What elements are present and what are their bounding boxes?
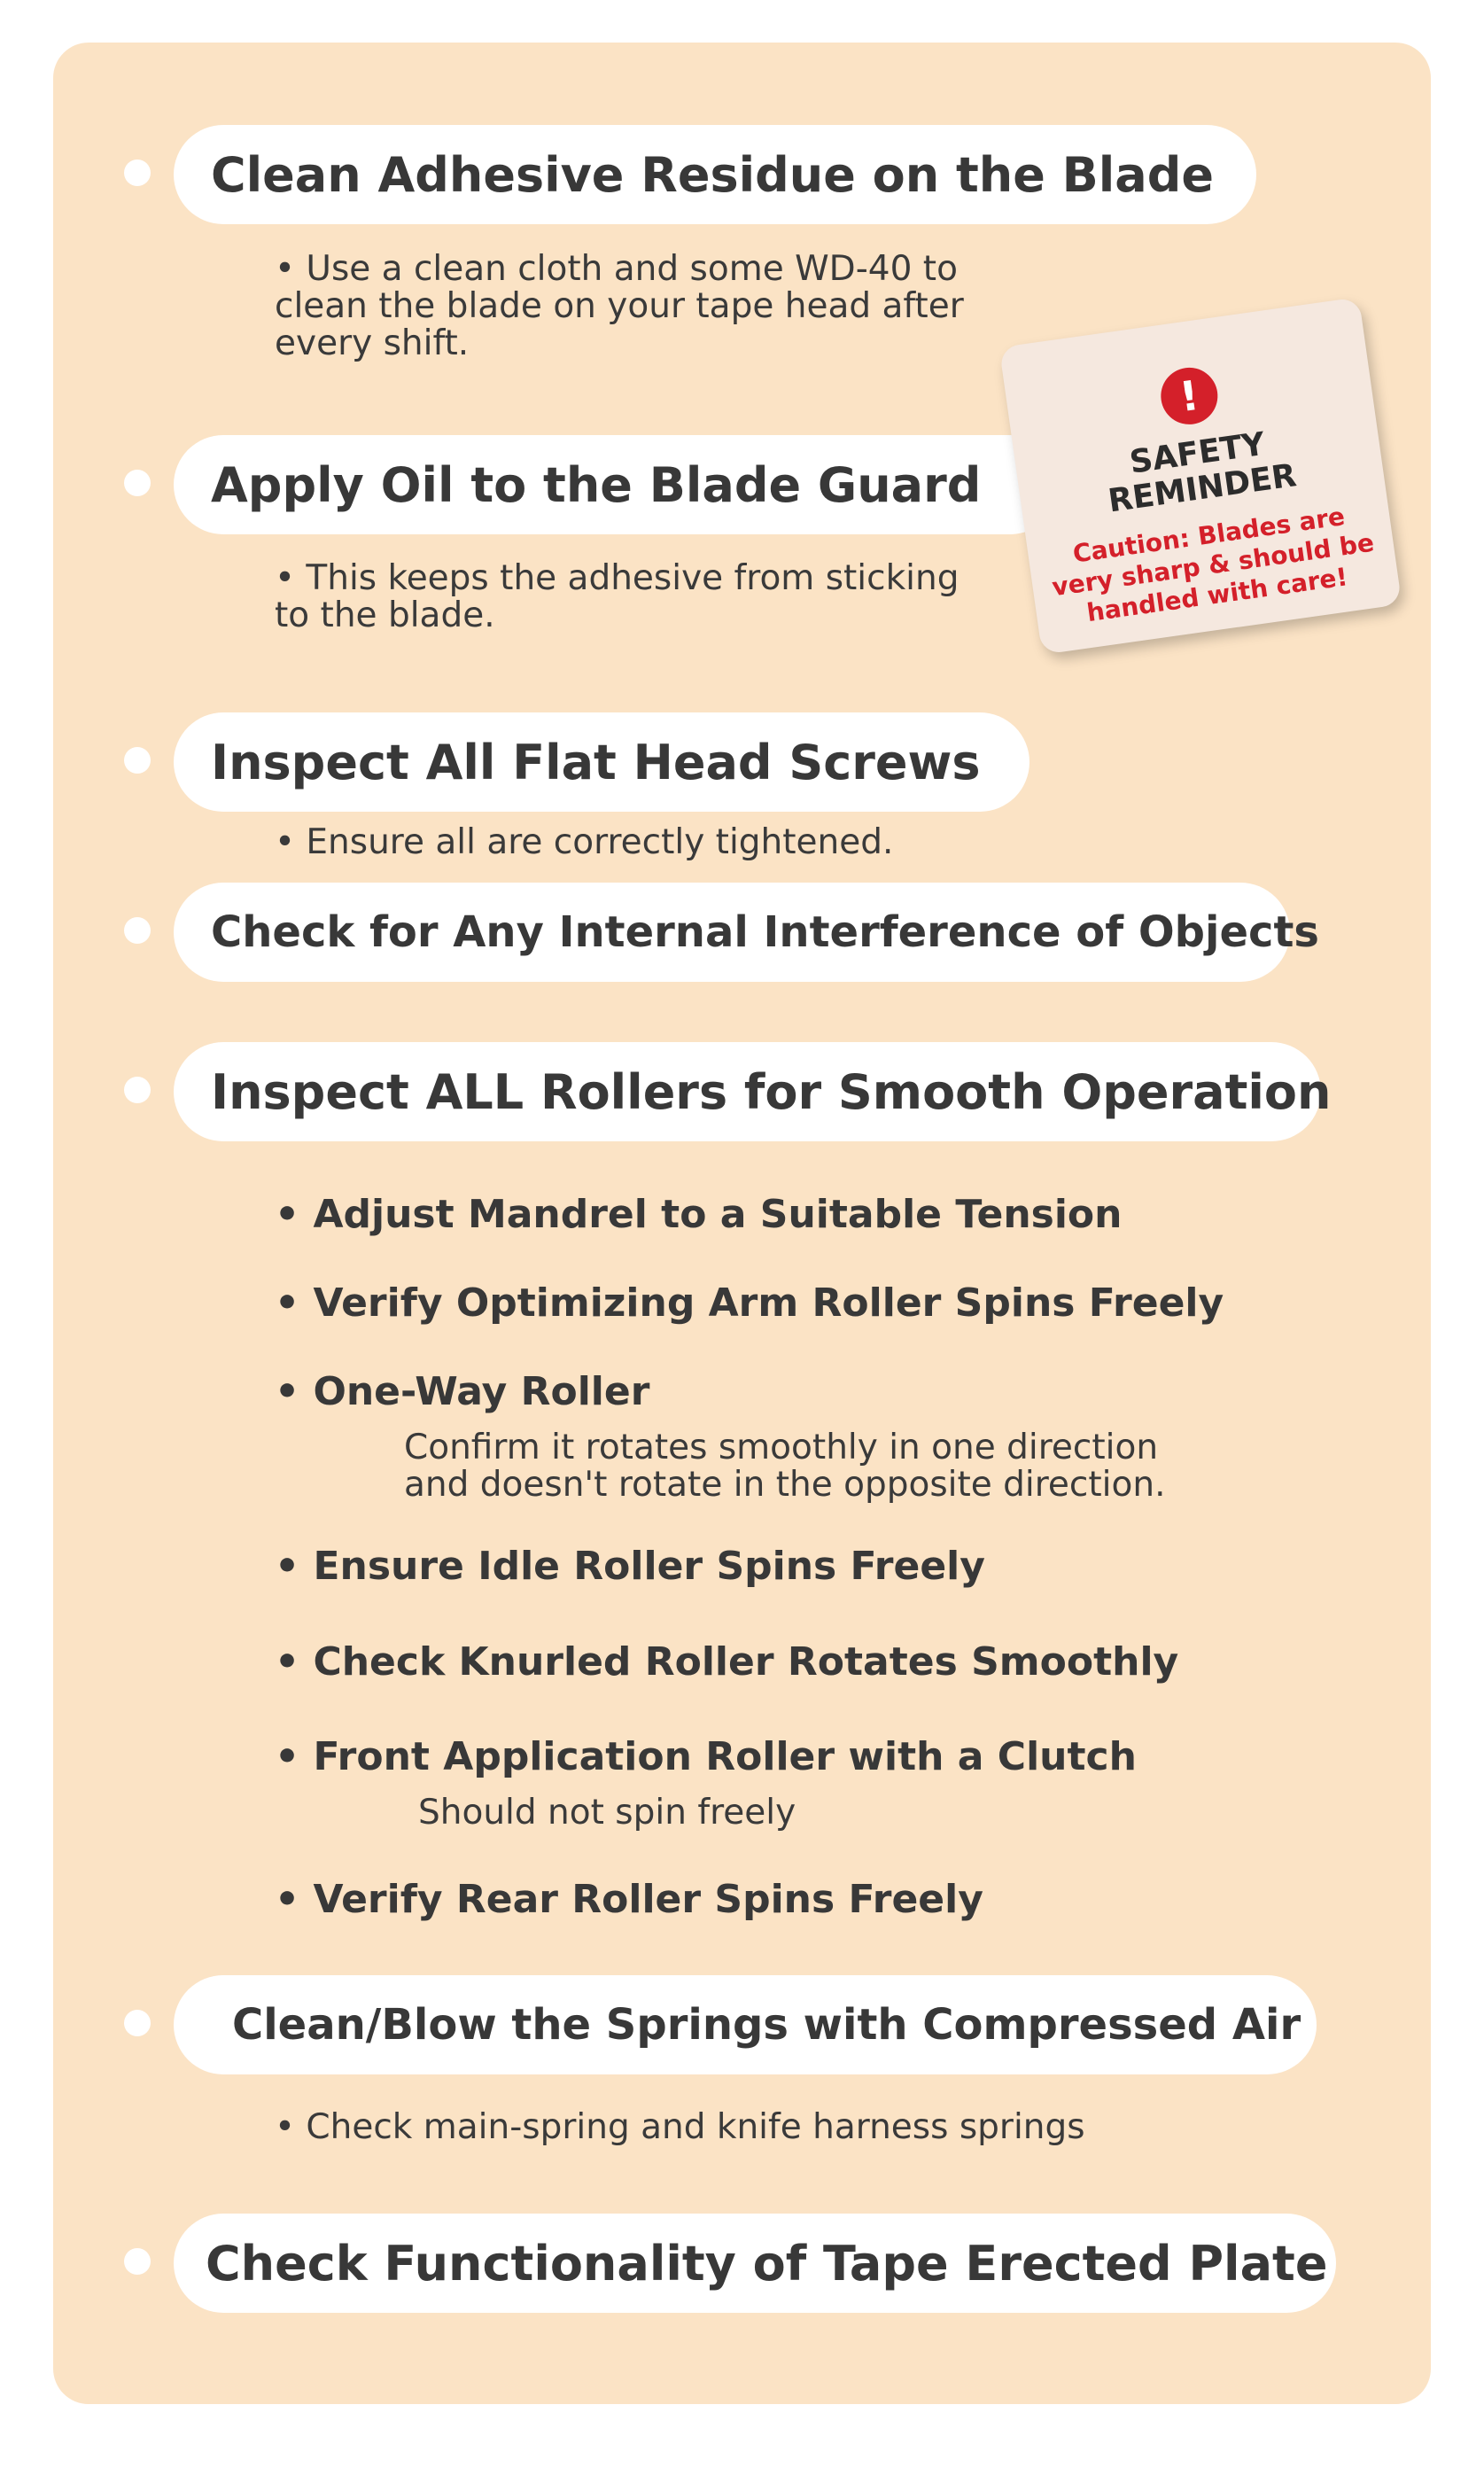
exclamation-icon: ! [1157, 364, 1221, 428]
roller-item: • Ensure Idle Roller Spins Freely [275, 1544, 985, 1589]
step-title: Clean/Blow the Springs with Compressed Air [174, 1975, 1317, 2074]
bullet-dot [124, 2010, 151, 2036]
bullet-dot [124, 1077, 151, 1103]
roller-item: • One-Way Roller [275, 1369, 650, 1414]
bullet-dot [124, 917, 151, 944]
step-detail: • Use a clean cloth and some WD-40 to clean the blade on your tape head after every shift. [275, 249, 964, 363]
step-detail: • Check main-spring and knife harness springs [275, 2107, 1085, 2147]
step-detail: • Ensure all are correctly tightened. [275, 822, 894, 862]
step-title: Inspect ALL Rollers for Smooth Operation [174, 1042, 1321, 1141]
bullet-dot [124, 747, 151, 774]
bullet-dot [124, 2248, 151, 2275]
roller-note: Confirm it rotates smoothly in one direction and doesn't rotate in the opposite direction. [404, 1428, 1166, 1505]
step-title: Apply Oil to the Blade Guard [174, 435, 1060, 534]
step-title: Check Functionality of Tape Erected Plate [174, 2214, 1336, 2313]
roller-item: • Adjust Mandrel to a Suitable Tension [275, 1192, 1123, 1237]
step-title: Inspect All Flat Head Screws [174, 712, 1029, 812]
step-title: Check for Any Internal Interference of Objects [174, 883, 1290, 982]
bullet-dot [124, 160, 151, 186]
roller-item: • Verify Rear Roller Spins Freely [275, 1877, 983, 1922]
step-detail: • This keeps the adhesive from sticking to the blade. [275, 558, 960, 635]
roller-item: • Front Application Roller with a Clutch [275, 1734, 1137, 1779]
safety-title: SAFETY REMINDER [1106, 425, 1299, 520]
safety-caution-text: Caution: Blades are very sharp & should be handled with care! [1050, 501, 1376, 628]
step-title: Clean Adhesive Residue on the Blade [174, 125, 1256, 224]
roller-note: Should not spin freely [418, 1793, 796, 1833]
roller-item: • Check Knurled Roller Rotates Smoothly [275, 1639, 1179, 1685]
safety-reminder-note [999, 297, 1402, 655]
roller-item: • Verify Optimizing Arm Roller Spins Freely [275, 1280, 1224, 1326]
bullet-dot [124, 470, 151, 496]
